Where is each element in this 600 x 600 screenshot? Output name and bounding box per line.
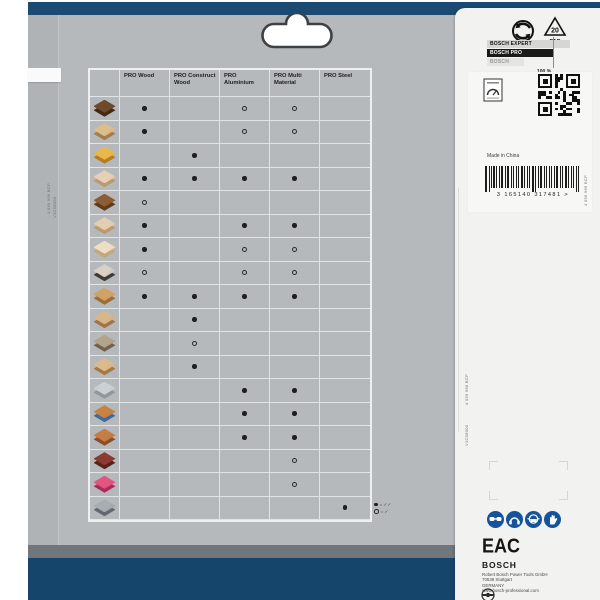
compat-cell xyxy=(170,285,220,309)
barcode-bar xyxy=(578,166,579,192)
compat-cell xyxy=(270,191,320,215)
filled-dot xyxy=(292,388,297,393)
barcode-bar xyxy=(535,166,536,192)
legend-row xyxy=(374,508,391,515)
barcode-bar xyxy=(496,166,497,188)
address-line: 70538 Stuttgart xyxy=(482,577,513,583)
flap-batch-code: V1C98000 xyxy=(464,424,469,446)
compat-cell xyxy=(220,426,270,450)
compat-cell xyxy=(220,309,270,333)
compat-cell xyxy=(120,215,170,239)
barcode-bar xyxy=(546,166,548,188)
filled-dot xyxy=(142,223,147,228)
barcode-bar xyxy=(505,166,506,188)
compat-cell xyxy=(120,356,170,380)
barcode-bar xyxy=(529,166,530,188)
compat-cell xyxy=(320,473,370,497)
column-header: PRO Multi Material xyxy=(270,70,320,97)
wear-ear-protection-icon xyxy=(506,511,523,528)
compat-cell xyxy=(220,238,270,262)
barcode-bar xyxy=(573,166,575,188)
eac-mark: EAC xyxy=(482,534,521,557)
compat-cell xyxy=(320,332,370,356)
table-row xyxy=(90,403,370,427)
filled-dot xyxy=(242,435,247,440)
barcode-bar xyxy=(513,166,514,188)
compat-cell xyxy=(320,379,370,403)
table-row xyxy=(90,426,370,450)
compat-cell xyxy=(320,356,370,380)
compat-cell xyxy=(270,426,320,450)
table-row xyxy=(90,309,370,333)
compat-cell xyxy=(120,262,170,286)
wear-dust-mask-icon xyxy=(525,511,542,528)
compat-cell xyxy=(120,497,170,521)
euro-hang-slot xyxy=(253,13,341,51)
compat-cell xyxy=(120,97,170,121)
compat-cell xyxy=(270,497,320,521)
filled-dot xyxy=(242,388,247,393)
barcode-bar xyxy=(538,166,539,188)
filled-dot xyxy=(292,176,297,181)
barcode-bar xyxy=(521,166,523,188)
filled-dot xyxy=(142,247,147,252)
bosch-armature-icon xyxy=(481,588,495,600)
compat-cell xyxy=(270,97,320,121)
barcode-bar xyxy=(551,166,552,188)
compat-cell xyxy=(320,97,370,121)
filled-dot xyxy=(192,317,197,322)
barcode-bar xyxy=(527,166,528,188)
barcode-bar xyxy=(571,166,572,188)
osb-board-icon xyxy=(90,285,120,309)
compat-cell xyxy=(220,497,270,521)
barcode-bar xyxy=(501,166,504,188)
compat-cell xyxy=(170,332,220,356)
barcode-bar xyxy=(489,166,490,192)
barcode-bar xyxy=(485,166,487,192)
compat-cell xyxy=(220,97,270,121)
compat-cell xyxy=(120,473,170,497)
compat-cell xyxy=(270,332,320,356)
compat-cell xyxy=(270,168,320,192)
filled-dot xyxy=(242,223,247,228)
filled-dot xyxy=(343,505,348,510)
compat-cell xyxy=(320,168,370,192)
table-row xyxy=(90,191,370,215)
qr-code xyxy=(538,74,580,116)
compat-cell xyxy=(220,450,270,474)
hollow-dot xyxy=(292,482,297,487)
compat-cell xyxy=(220,403,270,427)
svg-text:20: 20 xyxy=(551,27,559,35)
compat-cell xyxy=(170,450,220,474)
compat-cell xyxy=(220,144,270,168)
barcode-bar xyxy=(507,166,509,188)
barcode-bar xyxy=(556,166,559,188)
compat-cell xyxy=(270,450,320,474)
compat-cell xyxy=(320,309,370,333)
compat-cell xyxy=(320,497,370,521)
legend-row xyxy=(374,501,391,508)
filled-dot xyxy=(142,176,147,181)
left-white-tab xyxy=(28,68,61,82)
side-article-code: 4 059 966 BCP xyxy=(46,182,51,214)
compat-cell xyxy=(320,191,370,215)
compat-cell xyxy=(270,144,320,168)
hollow-dot xyxy=(142,200,147,205)
table-row xyxy=(90,238,370,262)
barcode-bar xyxy=(568,166,569,188)
table-row xyxy=(90,379,370,403)
made-in-label: Made in China xyxy=(487,153,520,159)
compat-cell xyxy=(120,285,170,309)
compat-cell xyxy=(270,473,320,497)
table-row xyxy=(90,121,370,145)
barcode-bar xyxy=(516,166,517,188)
compat-cell xyxy=(270,403,320,427)
formwork-board-icon xyxy=(90,356,120,380)
gauge-icon xyxy=(483,78,503,102)
compat-cell xyxy=(120,238,170,262)
table-row xyxy=(90,144,370,168)
knotted-softwood-icon xyxy=(90,121,120,145)
barcode-bar xyxy=(560,166,561,188)
compat-cell xyxy=(220,332,270,356)
compat-cell xyxy=(320,215,370,239)
barcode-bar xyxy=(532,166,535,192)
rough-sawn-wood-icon xyxy=(90,191,120,215)
barcode-digits: 3 165140 317481 > xyxy=(496,192,570,198)
compat-cell xyxy=(120,379,170,403)
registration-mark xyxy=(559,461,568,470)
compat-cell xyxy=(320,121,370,145)
hollow-dot xyxy=(242,129,247,134)
left-fold-strip xyxy=(28,15,59,545)
hollow-dot xyxy=(142,270,147,275)
compat-cell xyxy=(220,215,270,239)
table-legend xyxy=(374,501,391,515)
barcode-bar xyxy=(524,166,525,188)
mixed-profiles-icon xyxy=(90,403,120,427)
compat-cell xyxy=(270,285,320,309)
filled-dot xyxy=(374,503,378,507)
filled-dot xyxy=(142,106,147,111)
compat-cell xyxy=(270,121,320,145)
compat-cell xyxy=(170,168,220,192)
column-header: PRO Steel xyxy=(320,70,370,97)
compat-cell xyxy=(220,285,270,309)
table-row xyxy=(90,356,370,380)
compatibility-table xyxy=(88,68,372,522)
compat-cell xyxy=(270,356,320,380)
barcode-side-code: 4 059 966 BCP xyxy=(583,174,588,206)
flap-article-code: 4 059 966 BCP xyxy=(464,373,469,405)
address-line: www.bosch-professional.com xyxy=(482,588,539,594)
table-row xyxy=(90,473,370,497)
hollow-dot xyxy=(242,247,247,252)
compat-cell xyxy=(170,426,220,450)
compat-cell xyxy=(120,144,170,168)
barcode-bar xyxy=(544,166,545,188)
chipboard-panel-icon xyxy=(90,215,120,239)
compat-cell xyxy=(120,332,170,356)
acrylic-sheet-icon xyxy=(90,473,120,497)
table-row xyxy=(90,332,370,356)
wear-gloves-icon xyxy=(544,511,561,528)
compat-cell xyxy=(320,403,370,427)
compat-cell xyxy=(220,473,270,497)
wear-eye-protection-icon xyxy=(487,511,504,528)
compat-cell xyxy=(120,121,170,145)
barcode-bar xyxy=(549,166,550,188)
compat-cell xyxy=(120,191,170,215)
compat-cell xyxy=(270,309,320,333)
filled-dot xyxy=(192,153,197,158)
table-row xyxy=(90,497,370,521)
hollow-dot xyxy=(242,270,247,275)
filled-dot xyxy=(292,223,297,228)
aluminium-profiles-icon xyxy=(90,379,120,403)
range-bar: BOSCH PRO xyxy=(487,49,553,57)
compat-cell xyxy=(170,121,220,145)
filled-dot xyxy=(192,294,197,299)
stacked-panels-icon xyxy=(90,238,120,262)
plywood-panel-icon xyxy=(90,168,120,192)
compat-cell xyxy=(120,426,170,450)
hollow-dot xyxy=(292,129,297,134)
hollow-dot xyxy=(292,106,297,111)
compat-table-header xyxy=(90,70,370,97)
compat-cell xyxy=(320,144,370,168)
table-row xyxy=(90,262,370,286)
compat-cell xyxy=(320,285,370,309)
compat-cell xyxy=(220,356,270,380)
hollow-dot xyxy=(374,509,379,514)
filled-dot xyxy=(192,176,197,181)
compat-cell xyxy=(320,238,370,262)
hollow-dot xyxy=(292,458,297,463)
range-bar: BOSCH xyxy=(487,58,524,66)
side-batch-code: V1C98000 xyxy=(52,196,57,218)
compat-cell xyxy=(120,403,170,427)
compat-cell xyxy=(270,238,320,262)
ean-barcode xyxy=(485,166,581,192)
compat-cell xyxy=(120,309,170,333)
compat-cell xyxy=(170,403,220,427)
table-row xyxy=(90,97,370,121)
wood-with-nails-icon xyxy=(90,332,120,356)
scale-tick xyxy=(553,37,554,68)
filled-dot xyxy=(292,294,297,299)
resinous-softwood-icon xyxy=(90,144,120,168)
compat-cell xyxy=(170,191,220,215)
range-bar: BOSCH EXPERT xyxy=(487,40,570,48)
barcode-bar xyxy=(554,166,555,188)
header-materials-corner xyxy=(90,70,120,97)
compat-table-body xyxy=(90,97,370,520)
barcode-bar xyxy=(491,166,492,188)
compat-cell xyxy=(170,215,220,239)
steel-profiles-icon xyxy=(90,497,120,521)
compat-cell xyxy=(170,497,220,521)
compat-cell xyxy=(220,168,270,192)
compat-cell xyxy=(170,473,220,497)
compat-cell xyxy=(320,450,370,474)
compat-cell xyxy=(220,191,270,215)
compat-cell xyxy=(270,379,320,403)
column-header: PRO Wood xyxy=(120,70,170,97)
compat-cell xyxy=(170,238,220,262)
filled-dot xyxy=(242,176,247,181)
compat-cell xyxy=(170,379,220,403)
compat-cell xyxy=(170,309,220,333)
table-row xyxy=(90,285,370,309)
column-header: PRO Aluminium xyxy=(220,70,270,97)
column-header: PRO Construct Wood xyxy=(170,70,220,97)
filled-dot xyxy=(242,294,247,299)
compat-cell xyxy=(320,262,370,286)
barcode-bar xyxy=(540,166,542,188)
barcode-bar xyxy=(511,166,512,188)
compat-cell xyxy=(170,144,220,168)
hollow-dot xyxy=(242,106,247,111)
construction-timber-icon xyxy=(90,309,120,333)
registration-mark xyxy=(559,491,568,500)
brand-range-bars xyxy=(487,40,587,67)
filled-dot xyxy=(292,435,297,440)
table-row xyxy=(90,168,370,192)
registration-mark xyxy=(489,461,498,470)
legend-meaning: = ✓✓ xyxy=(379,501,392,507)
barcode-bar xyxy=(493,166,495,188)
compat-cell xyxy=(220,121,270,145)
compat-cell xyxy=(120,168,170,192)
table-row xyxy=(90,450,370,474)
panel-crease-line xyxy=(458,188,459,432)
bosch-wordmark: BOSCH xyxy=(482,560,517,570)
compat-cell xyxy=(170,262,220,286)
compat-cell xyxy=(220,262,270,286)
filled-dot xyxy=(292,411,297,416)
barcode-bar xyxy=(562,166,563,188)
table-row xyxy=(90,215,370,239)
filled-dot xyxy=(242,411,247,416)
compat-cell xyxy=(220,379,270,403)
laminate-board-icon xyxy=(90,450,120,474)
filled-dot xyxy=(142,129,147,134)
compat-cell xyxy=(170,356,220,380)
hollow-dot xyxy=(192,341,197,346)
safety-pictograms xyxy=(487,511,561,528)
veneered-board-icon xyxy=(90,262,120,286)
filled-dot xyxy=(142,294,147,299)
side-flap-panel xyxy=(455,8,600,600)
barcode-bar xyxy=(576,166,577,192)
barcode-bar xyxy=(518,166,520,188)
compat-cell xyxy=(270,215,320,239)
address-line: GERMANY xyxy=(482,582,505,588)
hollow-dot xyxy=(292,270,297,275)
registration-mark xyxy=(489,491,498,500)
compat-cell xyxy=(270,262,320,286)
barcode-bar xyxy=(499,166,500,188)
address-line: Robert Bosch Power Tools GmbH xyxy=(482,572,548,577)
hollow-dot xyxy=(292,247,297,252)
barcode-bar xyxy=(565,166,567,188)
filled-dot xyxy=(192,364,197,369)
legend-meaning: = ✓ xyxy=(380,508,389,514)
compat-cell xyxy=(170,97,220,121)
copper-profiles-icon xyxy=(90,426,120,450)
compat-cell xyxy=(120,450,170,474)
hardwood-planks-icon xyxy=(90,97,120,121)
compat-cell xyxy=(320,426,370,450)
